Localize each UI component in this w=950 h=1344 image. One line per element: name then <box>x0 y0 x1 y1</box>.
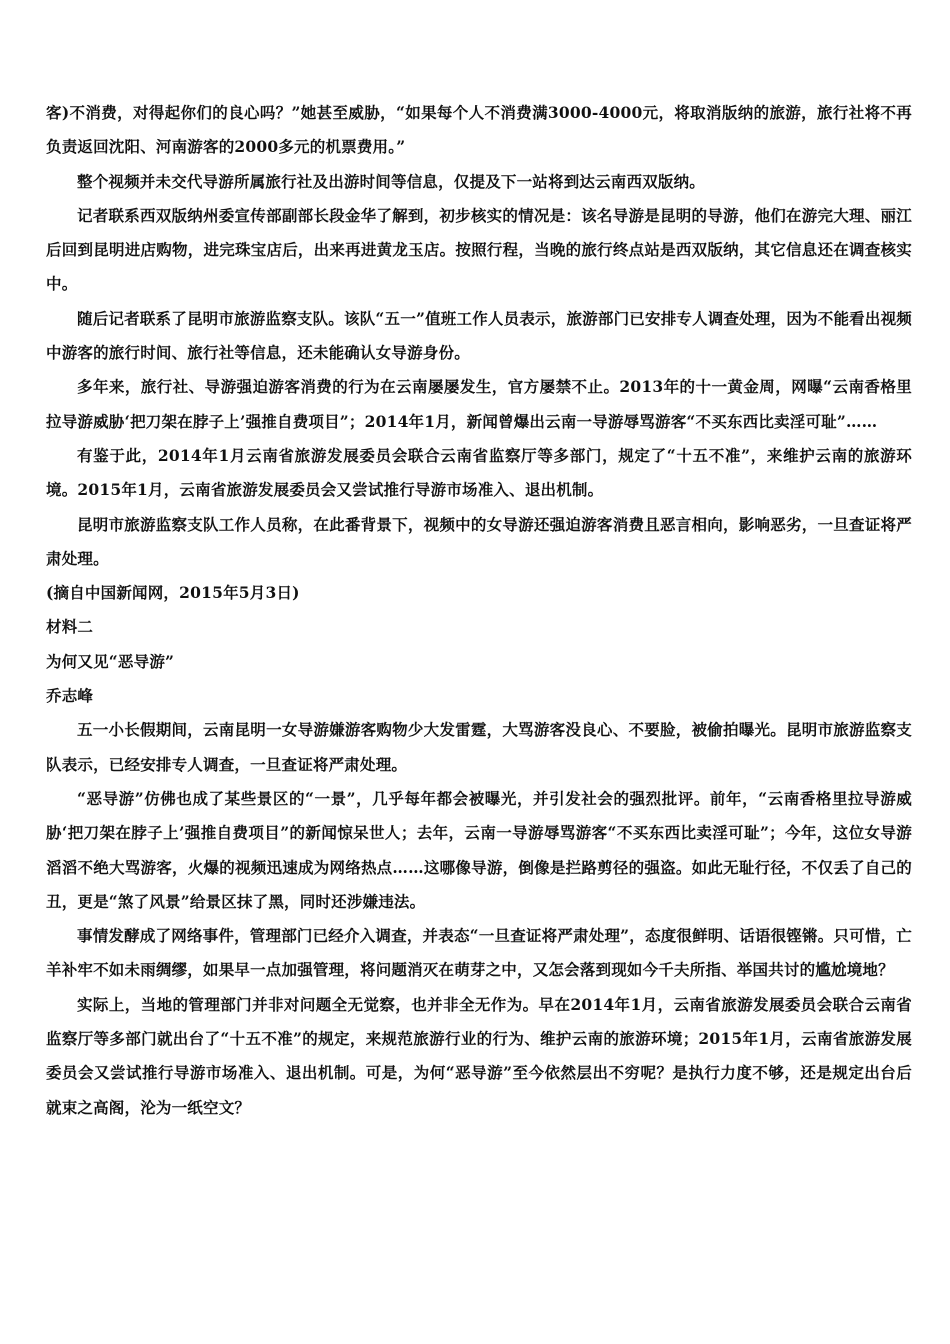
source-citation: (摘自中国新闻网，2015年5月3日) <box>46 583 300 603</box>
paragraph-3: 记者联系西双版纳州委宣传部副部长段金华了解到，初步核实的情况是：该名导游是昆明的导游，他们在游完大理、丽江后回到昆明进店购物，进完珠宝店后，出来再进黄龙玉店。按照行程，当晚的旅行终点站是西双版纳，其它信息还在调查核实中。 <box>46 205 912 294</box>
material-label: 材料二 <box>46 617 94 637</box>
author-name: 乔志峰 <box>46 686 94 706</box>
document-body <box>46 96 912 1125</box>
paragraph-10: 事情发酵成了网络事件，管理部门已经介入调查，并表态“一旦查证将严肃处理”，态度很鲜明、话语很铿锵。只可惜，亡羊补牢不如未雨绸缪，如果早一点加强管理，将问题消灭在萌芽之中，又怎会落到现如今千夫所指、举国共讨的尴尬境地？ <box>46 926 912 980</box>
article-title: 为何又见“恶导游” <box>46 651 175 671</box>
paragraph-9: “恶导游”仿佛也成了某些景区的“一景”，几乎每年都会被曝光，并引发社会的强烈批评。前年，“云南香格里拉导游威胁‘把刀架在脖子上’强推自费项目”的新闻惊呆世人；去年，云南一导游辱骂游客“不买东西比卖淫可耻”；今年，这位女导游滔滔不绝大骂游客，火爆的视频迅速成为网络热点……这哪像导游，倒像是拦路剪径的强盗。如此无耻行径，不仅丢了自己的丑，更是“煞了风景”给景区抹了黑，同时还涉嫌违法。 <box>46 788 912 911</box>
paragraph-8: 五一小长假期间，云南昆明一女导游嫌游客购物少大发雷霆，大骂游客没良心、不要脸，被偷拍曝光。昆明市旅游监察支队表示，已经安排专人调查，一旦查证将严肃处理。 <box>46 720 912 774</box>
paragraph-6: 有鉴于此，2014年1月云南省旅游发展委员会联合云南省监察厅等多部门，规定了“十五不准”，来维护云南的旅游环境。2015年1月，云南省旅游发展委员会又尝试推行导游市场准入、退出机制。 <box>46 445 912 500</box>
paragraph-7: 昆明市旅游监察支队工作人员称，在此番背景下，视频中的女导游还强迫游客消费且恶言相向，影响恶劣，一旦查证将严肃处理。 <box>46 514 912 568</box>
paragraph-11: 实际上，当地的管理部门并非对问题全无觉察，也并非全无作为。早在2014年1月，云南省旅游发展委员会联合云南省监察厅等多部门就出台了“十五不准”的规定，来规范旅游行业的行为、维护云南的旅游环境；2015年1月，云南省旅游发展委员会又尝试推行导游市场准入、退出机制。可是，为何“恶导游”至今依然层出不穷呢？是执行力度不够，还是规定出台后就束之高阁，沦为一纸空文？ <box>46 994 912 1117</box>
paragraph-2: 整个视频并未交代导游所属旅行社及出游时间等信息，仅提及下一站将到达云南西双版纳。 <box>77 171 706 191</box>
paragraph-5: 多年来，旅行社、导游强迫游客消费的行为在云南屡屡发生，官方屡禁不止。2013年的十一黄金周，网曝“云南香格里拉导游威胁‘把刀架在脖子上’强推自费项目”；2014年1月，新闻曾爆出云南一导游辱骂游客“不买东西比卖淫可耻”…… <box>46 377 912 431</box>
paragraph-1: 客)不消费，对得起你们的良心吗？”她甚至威胁，“如果每个人不消费满3000-4000元，将取消版纳的旅游，旅行社将不再负责返回沈阳、河南游客的2000多元的机票费用。” <box>46 103 912 157</box>
paragraph-4: 随后记者联系了昆明市旅游监察支队。该队“五一”值班工作人员表示，旅游部门已安排专人调查处理，因为不能看出视频中游客的旅行时间、旅行社等信息，还未能确认女导游身份。 <box>46 308 912 363</box>
